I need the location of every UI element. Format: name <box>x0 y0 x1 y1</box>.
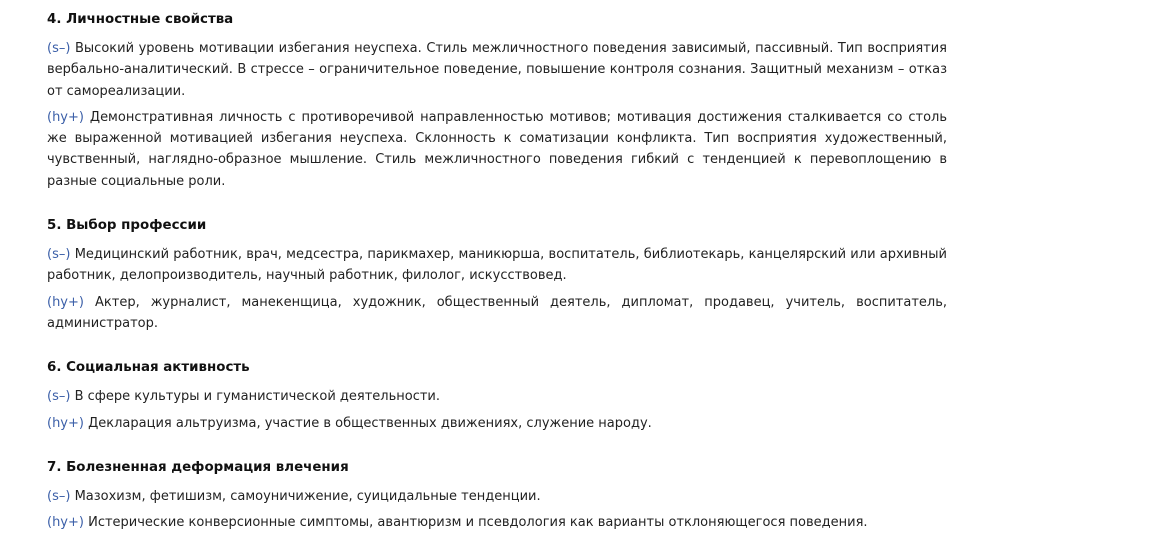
type-tag-s-minus: (s–) <box>47 488 71 504</box>
paragraph-text: В сфере культуры и гуманистической деятельности. <box>74 389 440 405</box>
type-tag-s-minus: (s–) <box>47 247 71 263</box>
paragraph-text: Актер, журналист, манекенщица, художник, общественный деятель, дипломат, продавец, учитель, воспитатель, администратор. <box>47 294 948 331</box>
paragraph-hy-plus <box>47 292 947 335</box>
paragraph-hy-plus <box>47 107 947 192</box>
type-tag-s-minus: (s–) <box>47 41 71 56</box>
section-heading: 4. Личностные свойства <box>47 12 234 27</box>
paragraph-text: Декларация альтруизма, участие в общественных движениях, служение народу. <box>88 415 652 431</box>
paragraph-s-minus <box>47 38 947 102</box>
section-personality-traits <box>47 9 947 192</box>
section-heading: 7. Болезненная деформация влечения <box>47 459 349 475</box>
type-tag-hy-plus: (hy+) <box>47 415 84 431</box>
type-tag-hy-plus: (hy+) <box>47 515 84 531</box>
paragraph-text: Демонстративная личность с противоречивой направленностью мотивов; мотивация достижения сталкивается со столь же выраженной мотивацией избегания неуспеха. Склонность к соматизации конфликта. Тип восприятия художественный, чувственный, наглядно-образное мышление. Стиль межличностного поведения гибкий с тенденцией к перевоплощению в разные социальные роли. <box>47 109 947 189</box>
paragraph-text: Медицинский работник, врач, медсестра, парикмахер, маникюрша, воспитатель, библиотекарь, канцелярский или архивный работник, делопроизводитель, научный работник, филолог, искусствовед. <box>47 247 947 284</box>
article-content <box>47 9 947 556</box>
paragraph-hy-plus <box>47 413 947 434</box>
paragraph-s-minus <box>47 386 947 407</box>
type-tag-hy-plus: (hy+) <box>47 109 84 125</box>
type-tag-s-minus: (s–) <box>47 389 71 405</box>
paragraph-text: Высокий уровень мотивации избегания неуспеха. Стиль межличностного поведения зависимый, пассивный. Тип восприятия вербально-аналитический. В стрессе – ограничительное поведение, повышение контроля сознания. Защитный механизм – отказ от самореализации. <box>47 41 947 99</box>
section-profession-choice <box>47 215 947 334</box>
paragraph-hy-plus <box>47 512 947 533</box>
section-heading: 6. Социальная активность <box>47 360 250 376</box>
paragraph-s-minus <box>47 244 947 287</box>
paragraph-s-minus <box>47 486 947 507</box>
section-drive-deformation <box>47 457 947 534</box>
paragraph-text: Истерические конверсионные симптомы, авантюризм и псевдология как варианты отклоняющегося поведения. <box>88 515 868 531</box>
section-social-activity <box>47 357 947 434</box>
paragraph-text: Мазохизм, фетишизм, самоуничижение, суицидальные тенденции. <box>74 488 541 504</box>
section-heading: 5. Выбор профессии <box>47 218 207 234</box>
type-tag-hy-plus: (hy+) <box>47 294 84 310</box>
